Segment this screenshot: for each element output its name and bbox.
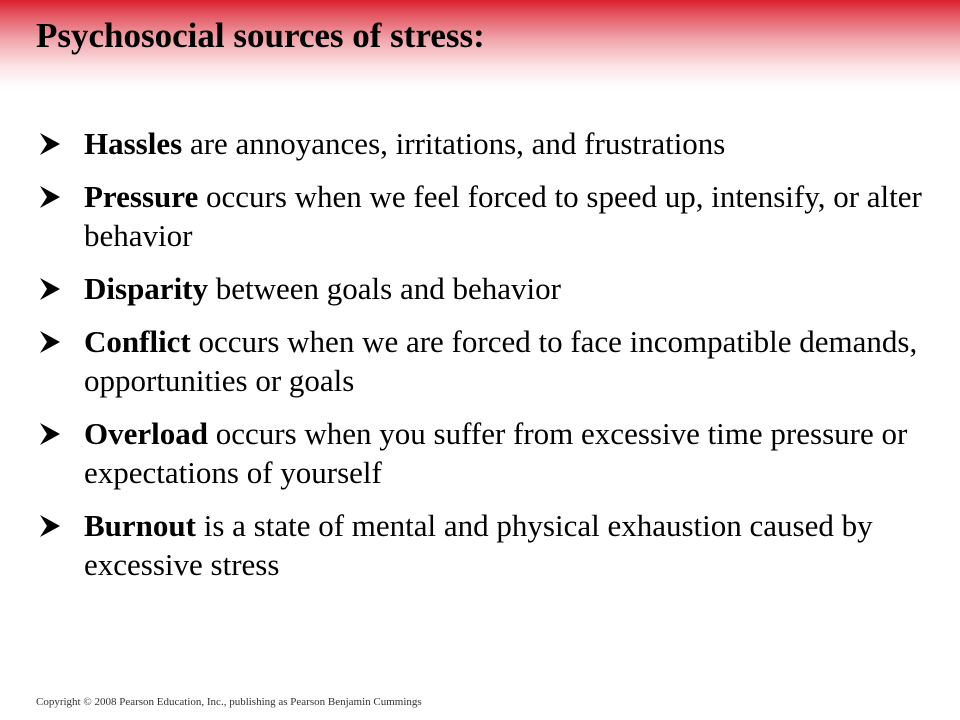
arrowhead-bullet-icon <box>38 322 84 361</box>
bullet-text <box>84 124 938 163</box>
bullet-description: occurs when you suffer from excessive time pressure or expectations of yourself <box>84 416 908 490</box>
bullet-term: Disparity <box>84 271 208 306</box>
bullet-item-hassles <box>38 124 938 163</box>
bullet-item-conflict <box>38 322 938 400</box>
copyright-notice: Copyright © 2008 Pearson Education, Inc., publishing as Pearson Benjamin Cummings <box>36 696 422 708</box>
bullet-description: occurs when we feel forced to speed up, intensify, or alter behavior <box>84 179 922 253</box>
bullet-description: between goals and behavior <box>208 271 561 306</box>
arrowhead-bullet-icon <box>38 414 84 453</box>
bullet-description: are annoyances, irritations, and frustrations <box>182 126 726 161</box>
bullet-text <box>84 322 938 400</box>
bullet-text <box>84 414 938 492</box>
arrowhead-bullet-icon <box>38 124 84 163</box>
arrowhead-bullet-icon <box>38 269 84 308</box>
arrowhead-bullet-icon <box>38 506 84 545</box>
bullet-item-pressure <box>38 177 938 255</box>
bullet-term: Conflict <box>84 324 191 359</box>
bullet-text <box>84 506 938 584</box>
bullet-term: Pressure <box>84 179 199 214</box>
arrowhead-bullet-icon <box>38 177 84 216</box>
bullet-term: Overload <box>84 416 208 451</box>
slide-title: Psychosocial sources of stress: <box>36 16 485 55</box>
bullet-term: Hassles <box>84 126 183 161</box>
bullet-term: Burnout <box>84 508 196 543</box>
bullet-text <box>84 269 938 308</box>
bullet-text <box>84 177 938 255</box>
bullet-description: is a state of mental and physical exhaustion caused by excessive stress <box>84 508 873 582</box>
bullet-list <box>38 124 938 598</box>
bullet-item-disparity <box>38 269 938 308</box>
bullet-description: occurs when we are forced to face incompatible demands, opportunities or goals <box>84 324 918 398</box>
bullet-item-overload <box>38 414 938 492</box>
bullet-item-burnout <box>38 506 938 584</box>
